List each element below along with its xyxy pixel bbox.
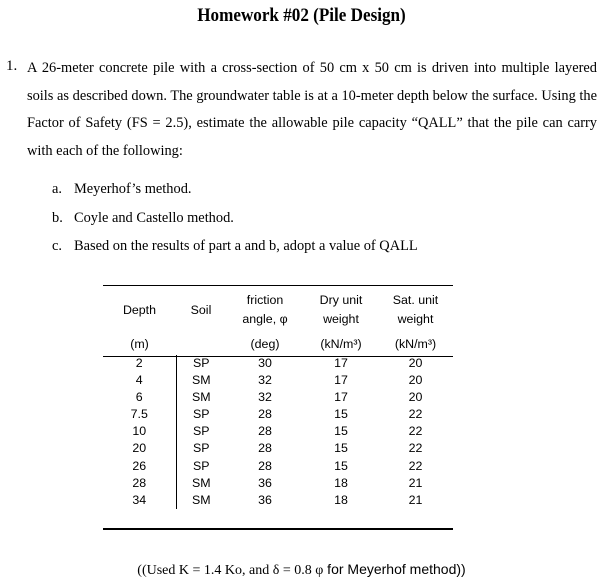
- sub-item-label: b.: [52, 210, 63, 226]
- cell-soil: SP: [176, 423, 226, 440]
- page-title: Homework #02 (Pile Design): [197, 5, 406, 26]
- cell-depth: 34: [132, 492, 147, 507]
- header-friction-line2: angle, φ: [242, 312, 288, 326]
- cell-soil: SM: [176, 389, 226, 406]
- cell-dry: 17: [334, 373, 348, 388]
- footnote-sans-part: for Meyerhof method)): [323, 561, 466, 577]
- sub-item-text: Based on the results of part a and b, adopt a value of Q: [74, 238, 390, 254]
- cell-friction: 28: [258, 407, 272, 422]
- cell-sat: 20: [408, 390, 423, 405]
- cell-depth: 2: [135, 356, 143, 370]
- header-sat-line1: Sat. unit: [392, 293, 439, 307]
- cell-friction: 30: [258, 356, 272, 370]
- header-depth: Depth: [122, 302, 157, 317]
- cell-friction: 32: [258, 373, 272, 388]
- sub-item-a: [52, 181, 192, 198]
- cell-friction: 28: [258, 458, 272, 473]
- table-row: [103, 389, 453, 406]
- unit-friction: (deg): [250, 337, 280, 351]
- table-bottom-rule: [103, 528, 453, 530]
- table-row: [103, 423, 453, 440]
- footnote-serif-part: ((Used K = 1.4 Ko, and δ = 0.8 φ: [137, 563, 324, 578]
- cell-depth: 4: [135, 373, 143, 388]
- cell-sat: 21: [408, 492, 423, 507]
- cell-soil: SM: [176, 492, 226, 509]
- header-sat-line2: weight: [397, 312, 434, 326]
- cell-friction: 32: [258, 390, 272, 405]
- cell-sat: 22: [408, 407, 423, 422]
- cell-depth: 7.5: [130, 407, 148, 422]
- cell-dry: 15: [334, 407, 348, 422]
- sub-item-text: Coyle and Castello method.: [74, 210, 234, 226]
- table-row: [103, 355, 453, 372]
- question-text-before: A 26-meter concrete pile with a cross-section of 50 cm x 50 cm is driven into multiple layered soils as described down. The groundwater table is at a 10-meter depth below the surface. Using the Factor of Safety (FS = 2.5), estimate the allowable pile capacity “Q: [27, 60, 597, 131]
- cell-soil: SP: [176, 458, 226, 475]
- question-text: [27, 55, 597, 165]
- cell-sat: 20: [408, 373, 423, 388]
- header-friction: [226, 286, 304, 334]
- cell-dry: 18: [334, 492, 348, 507]
- sub-item-b: [52, 210, 234, 227]
- cell-depth: 26: [132, 458, 147, 473]
- cell-soil: SP: [176, 355, 226, 372]
- table-row: [103, 458, 453, 475]
- table-header-row: [103, 286, 453, 334]
- cell-soil: SP: [176, 440, 226, 457]
- table-body: [103, 355, 453, 509]
- cell-dry: 15: [334, 458, 348, 473]
- table-row: [103, 372, 453, 389]
- table-units-row: [103, 334, 453, 355]
- cell-dry: 17: [334, 390, 348, 405]
- cell-soil: SM: [176, 372, 226, 389]
- cell-sat: 22: [408, 458, 423, 473]
- sub-item-label: c.: [52, 238, 62, 254]
- cell-depth: 6: [135, 390, 143, 405]
- table-row: [103, 492, 453, 509]
- cell-depth: 28: [132, 475, 147, 490]
- header-soil: Soil: [190, 302, 212, 317]
- cell-friction: 28: [258, 441, 272, 456]
- footnote: [0, 561, 603, 579]
- sub-item-c: [52, 238, 418, 255]
- cell-depth: 20: [132, 441, 147, 456]
- cell-sat: 22: [408, 424, 423, 439]
- header-dry-unit-weight: [304, 286, 378, 334]
- question-text-after: ” that the pile can carry with each of the following:: [27, 115, 598, 159]
- cell-friction: 36: [258, 492, 272, 507]
- table-row: [103, 440, 453, 457]
- sub-item-label: a.: [52, 181, 62, 197]
- cell-sat: 21: [408, 475, 423, 490]
- unit-soil: [176, 334, 226, 355]
- question-number: 1.: [6, 58, 18, 74]
- sub-item-subscript: ALL: [389, 238, 418, 254]
- unit-depth: (m): [130, 337, 149, 351]
- soil-properties-table: [103, 286, 453, 509]
- header-dry-line2: weight: [323, 312, 359, 326]
- cell-soil: SM: [176, 475, 226, 492]
- sub-item-text: Meyerhof’s method.: [74, 181, 192, 197]
- cell-dry: 17: [334, 356, 348, 370]
- cell-dry: 18: [334, 475, 348, 490]
- header-sat-unit-weight: [378, 286, 453, 334]
- cell-friction: 28: [258, 424, 272, 439]
- cell-friction: 36: [258, 475, 272, 490]
- table-row: [103, 406, 453, 423]
- cell-dry: 15: [334, 441, 348, 456]
- unit-dry: (kN/m³): [320, 337, 362, 351]
- table-row: [103, 475, 453, 492]
- cell-depth: 10: [132, 424, 147, 439]
- cell-sat: 22: [408, 441, 423, 456]
- cell-soil: SP: [176, 406, 226, 423]
- unit-sat: (kN/m³): [394, 337, 437, 351]
- cell-dry: 15: [334, 424, 348, 439]
- header-friction-line1: friction: [246, 293, 284, 307]
- cell-sat: 20: [408, 356, 423, 370]
- question-subscript: ALL: [428, 115, 457, 131]
- header-dry-line1: Dry unit: [319, 293, 363, 307]
